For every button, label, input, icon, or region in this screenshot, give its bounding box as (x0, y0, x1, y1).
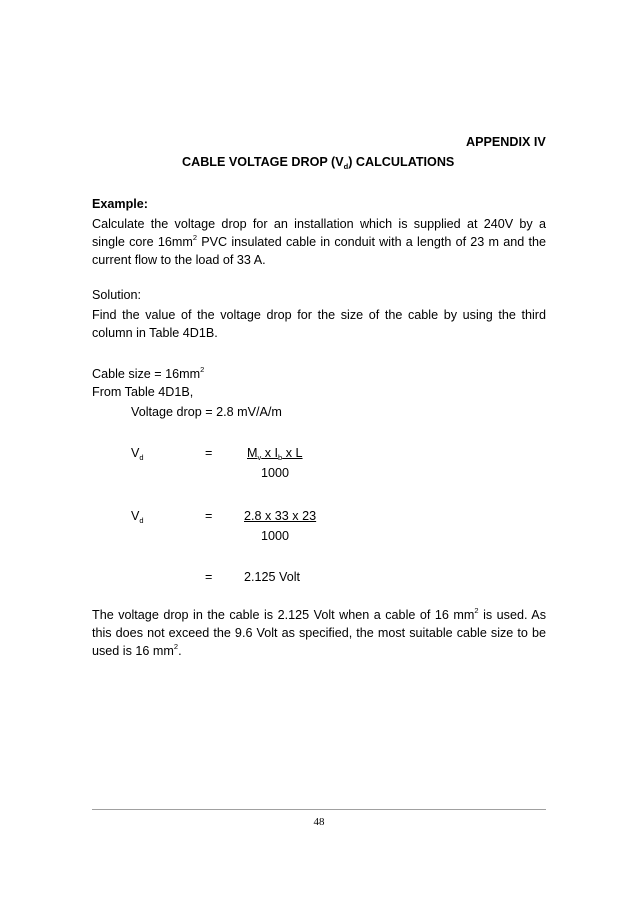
formula2-lhs: $V_d$ (131, 509, 144, 525)
result-equals: = (205, 570, 213, 584)
formula2-numerator: 2.8 x 33 x 23 (244, 509, 317, 523)
formula2-denominator: 1000 (261, 529, 290, 543)
formula1-equals: = (205, 446, 213, 460)
formula2-equals: = (205, 509, 213, 523)
page-number: 48 (313, 816, 325, 828)
appendix-label: APPENDIX IV (466, 135, 546, 149)
formula1-lhs: $V_d$ (131, 446, 144, 462)
formula1-denominator: 1000 (261, 466, 290, 480)
voltage-drop-line: Voltage drop = 2.8 mV/A/m (131, 405, 282, 419)
from-table-line: From Table 4D1B, (92, 385, 194, 399)
solution-heading: Solution: (92, 288, 142, 302)
example-paragraph: Calculate the voltage drop for an installation which is supplied at 240V by a single core $16mm^2$ PVC insulated cable in conduit with a length of 23 m and the current flow to the load of 33 A. (92, 217, 546, 267)
formula1-numerator: $M_v$ x $I_b$ x L (247, 446, 303, 462)
conclusion-paragraph: The voltage drop in the cable is 2.125 Volt when a cable of 16 $mm^2$ is used. As this does not exceed the 9.6 Volt as specified, the most suitable cable size to be used is 16 $mm^2$. (92, 606, 546, 658)
footer-divider (92, 809, 546, 810)
solution-paragraph: Find the value of the voltage drop for the size of the cable by using the third column in Table 4D1B. (92, 308, 546, 340)
example-heading: Example: (92, 197, 148, 211)
page-title: CABLE VOLTAGE DROP $(V_d)$ CALCULATIONS (182, 155, 455, 171)
result-value: 2.125 Volt (244, 570, 301, 584)
cable-size-line: Cable size = $16mm^2$ (92, 365, 205, 381)
